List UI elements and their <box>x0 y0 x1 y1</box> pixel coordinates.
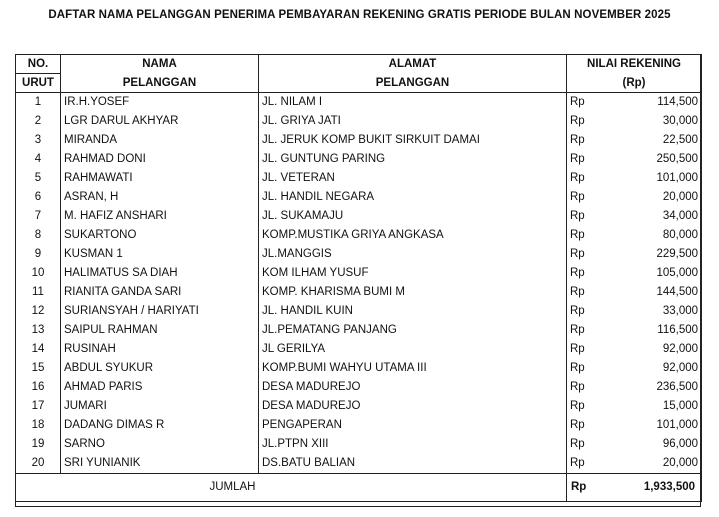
row-number: 3 <box>16 131 61 150</box>
table-row <box>16 416 702 435</box>
table-footer <box>16 474 702 502</box>
row-number: 6 <box>16 188 61 207</box>
customer-name: SAIPUL RAHMAN <box>61 321 259 340</box>
document-title: DAFTAR NAMA PELANGGAN PENERIMA PEMBAYARAN REKENING GRATIS PERIODE BULAN NOVEMBER 2025 <box>48 9 671 21</box>
currency-label: Rp <box>567 188 607 207</box>
customer-name: RAHMAWATI <box>61 169 259 188</box>
bill-value: 80,000 <box>607 226 702 245</box>
currency-label: Rp <box>567 207 607 226</box>
currency-label: Rp <box>567 340 607 359</box>
customer-name: RAHMAD DONI <box>61 150 259 169</box>
currency-label: Rp <box>567 112 607 131</box>
row-number: 13 <box>16 321 61 340</box>
bill-value: 114,500 <box>607 93 702 113</box>
bill-value: 236,500 <box>607 378 702 397</box>
currency-label: Rp <box>567 283 607 302</box>
bill-value: 105,000 <box>607 264 702 283</box>
customer-address: DS.BATU BALIAN <box>259 454 567 474</box>
customer-address: JL. VETERAN <box>259 169 567 188</box>
currency-label: Rp <box>567 93 607 113</box>
customer-address: JL GERILYA <box>259 340 567 359</box>
table-row <box>16 302 702 321</box>
total-row <box>16 474 702 502</box>
table-row <box>16 283 702 302</box>
table-row <box>16 435 702 454</box>
customer-address: JL. HANDIL NEGARA <box>259 188 567 207</box>
table-row <box>16 454 702 474</box>
customer-address: JL. SUKAMAJU <box>259 207 567 226</box>
row-number: 4 <box>16 150 61 169</box>
table-row <box>16 321 702 340</box>
customer-name: RUSINAH <box>61 340 259 359</box>
bill-value: 20,000 <box>607 188 702 207</box>
row-number: 16 <box>16 378 61 397</box>
customer-address: JL.PEMATANG PANJANG <box>259 321 567 340</box>
row-number: 19 <box>16 435 61 454</box>
header-address-line2: PELANGGAN <box>259 74 567 93</box>
customer-address: JL. GUNTUNG PARING <box>259 150 567 169</box>
currency-label: Rp <box>567 397 607 416</box>
bill-value: 96,000 <box>607 435 702 454</box>
table-row <box>16 226 702 245</box>
bill-value: 30,000 <box>607 112 702 131</box>
table-row <box>16 207 702 226</box>
customer-name: SUKARTONO <box>61 226 259 245</box>
customer-address: PENGAPERAN <box>259 416 567 435</box>
bill-value: 101,000 <box>607 169 702 188</box>
currency-label: Rp <box>567 378 607 397</box>
total-currency: Rp <box>567 474 607 502</box>
table-row <box>16 378 702 397</box>
row-number: 17 <box>16 397 61 416</box>
bill-value: 20,000 <box>607 454 702 474</box>
customer-name: SURIANSYAH / HARIYATI <box>61 302 259 321</box>
header-no-line1: NO. <box>16 55 61 74</box>
customer-table <box>15 54 702 502</box>
table-row <box>16 264 702 283</box>
customer-address: JL.PTPN XIII <box>259 435 567 454</box>
customer-address: JL. HANDIL KUIN <box>259 302 567 321</box>
customer-name: JUMARI <box>61 397 259 416</box>
customer-address: DESA MADUREJO <box>259 397 567 416</box>
currency-label: Rp <box>567 321 607 340</box>
row-number: 11 <box>16 283 61 302</box>
row-number: 7 <box>16 207 61 226</box>
table-row <box>16 188 702 207</box>
row-number: 10 <box>16 264 61 283</box>
header-no-line2: URUT <box>16 74 61 93</box>
row-number: 1 <box>16 93 61 113</box>
bill-value: 34,000 <box>607 207 702 226</box>
customer-address: KOMP.MUSTIKA GRIYA ANGKASA <box>259 226 567 245</box>
customer-name: ABDUL SYUKUR <box>61 359 259 378</box>
customer-name: ASRAN, H <box>61 188 259 207</box>
customer-name: KUSMAN 1 <box>61 245 259 264</box>
row-number: 9 <box>16 245 61 264</box>
table-row <box>16 359 702 378</box>
customer-name: AHMAD PARIS <box>61 378 259 397</box>
customer-address: JL. GRIYA JATI <box>259 112 567 131</box>
customer-name: SARNO <box>61 435 259 454</box>
table-row <box>16 150 702 169</box>
customer-address: JL.MANGGIS <box>259 245 567 264</box>
customer-name: IR.H.YOSEF <box>61 93 259 113</box>
table-body <box>16 93 702 474</box>
customer-address: KOM ILHAM YUSUF <box>259 264 567 283</box>
table-row <box>16 340 702 359</box>
bill-value: 15,000 <box>607 397 702 416</box>
customer-address: KOMP.BUMI WAHYU UTAMA III <box>259 359 567 378</box>
customer-name: DADANG DIMAS R <box>61 416 259 435</box>
bill-value: 144,500 <box>607 283 702 302</box>
customer-address: DESA MADUREJO <box>259 378 567 397</box>
row-number: 20 <box>16 454 61 474</box>
currency-label: Rp <box>567 169 607 188</box>
currency-label: Rp <box>567 435 607 454</box>
row-number: 12 <box>16 302 61 321</box>
row-number: 8 <box>16 226 61 245</box>
bill-value: 92,000 <box>607 359 702 378</box>
table-row <box>16 169 702 188</box>
table-row <box>16 93 702 113</box>
bill-value: 101,000 <box>607 416 702 435</box>
table-row <box>16 397 702 416</box>
table-row <box>16 245 702 264</box>
currency-label: Rp <box>567 131 607 150</box>
currency-label: Rp <box>567 302 607 321</box>
customer-address: JL. NILAM I <box>259 93 567 113</box>
row-number: 2 <box>16 112 61 131</box>
total-label: JUMLAH <box>16 474 567 502</box>
bill-value: 92,000 <box>607 340 702 359</box>
header-value-line2: (Rp) <box>567 74 702 93</box>
customer-name: RIANITA GANDA SARI <box>61 283 259 302</box>
customer-name: M. HAFIZ ANSHARI <box>61 207 259 226</box>
customer-address: JL. JERUK KOMP BUKIT SIRKUIT DAMAI <box>259 131 567 150</box>
table-row <box>16 131 702 150</box>
header-value-line1: NILAI REKENING <box>567 55 702 74</box>
customer-name: LGR DARUL AKHYAR <box>61 112 259 131</box>
customer-name: SRI YUNIANIK <box>61 454 259 474</box>
currency-label: Rp <box>567 226 607 245</box>
bill-value: 33,000 <box>607 302 702 321</box>
currency-label: Rp <box>567 245 607 264</box>
row-number: 5 <box>16 169 61 188</box>
currency-label: Rp <box>567 264 607 283</box>
total-value: 1,933,500 <box>607 474 702 502</box>
table-row <box>16 112 702 131</box>
customer-name: HALIMATUS SA DIAH <box>61 264 259 283</box>
row-number: 14 <box>16 340 61 359</box>
bill-value: 229,500 <box>607 245 702 264</box>
currency-label: Rp <box>567 150 607 169</box>
customer-address: KOMP. KHARISMA BUMI M <box>259 283 567 302</box>
header-address-line1: ALAMAT <box>259 55 567 74</box>
bill-value: 22,500 <box>607 131 702 150</box>
header-name-line2: PELANGGAN <box>61 74 259 93</box>
header-name-line1: NAMA <box>61 55 259 74</box>
customer-name: MIRANDA <box>61 131 259 150</box>
bill-value: 116,500 <box>607 321 702 340</box>
currency-label: Rp <box>567 454 607 474</box>
row-number: 18 <box>16 416 61 435</box>
currency-label: Rp <box>567 359 607 378</box>
table-header <box>16 55 702 93</box>
bill-value: 250,500 <box>607 150 702 169</box>
row-number: 15 <box>16 359 61 378</box>
currency-label: Rp <box>567 416 607 435</box>
